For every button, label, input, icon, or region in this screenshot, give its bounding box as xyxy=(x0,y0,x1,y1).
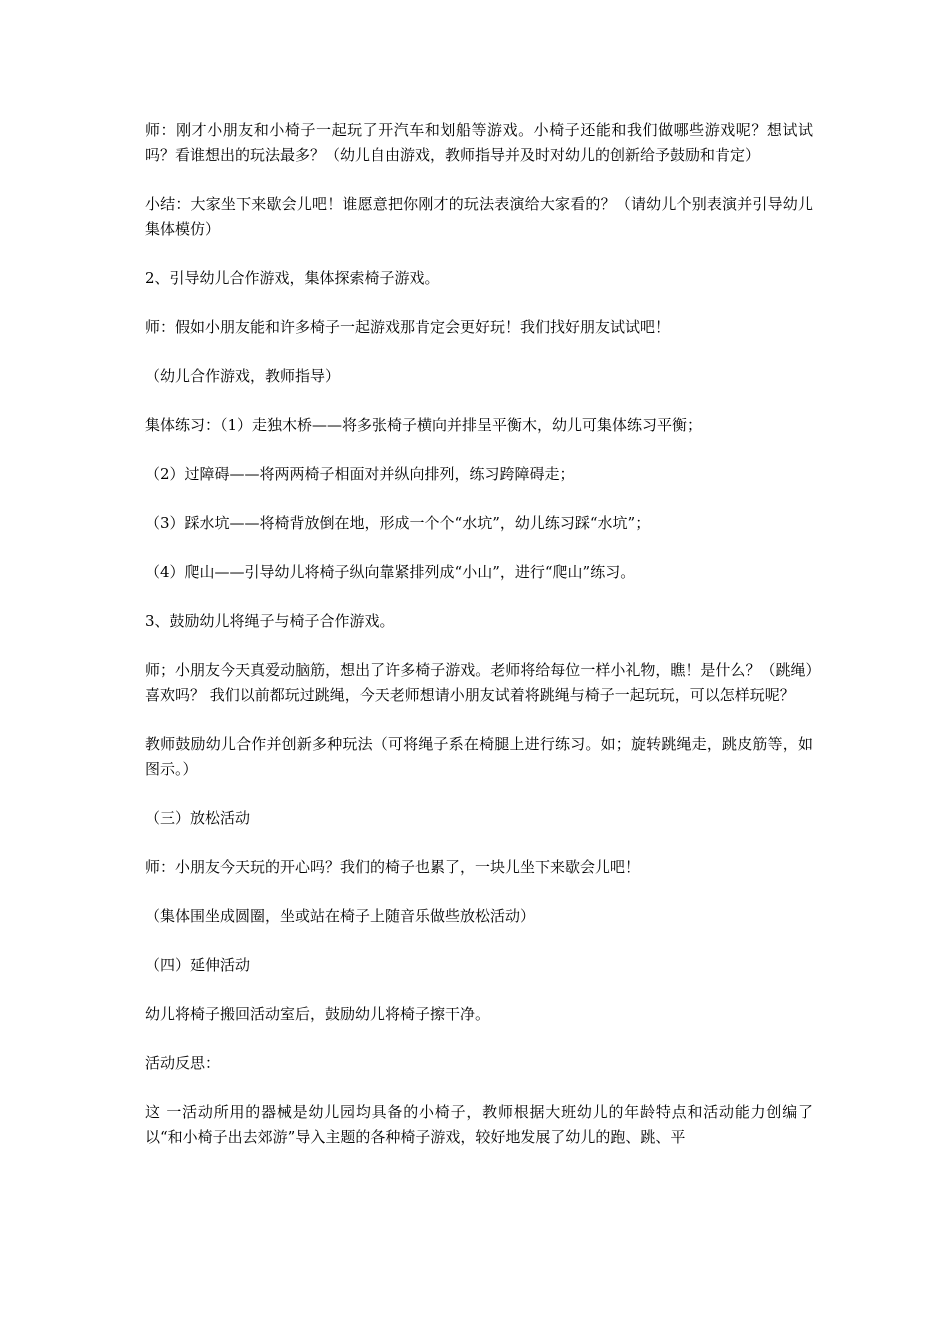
paragraph-reflection-body: 这 一活动所用的器械是幼儿园均具备的小椅子，教师根据大班幼儿的年龄特点和活动能力创编了以“和小椅子出去郊游”导入主题的各种椅子游戏，较好地发展了幼儿的跑、跳、平 xyxy=(145,1103,813,1146)
paragraph-jump-rope: 师；小朋友今天真爱动脑筋，想出了许多椅子游戏。老师将给每位一样小礼物，瞧！是什么？（跳绳）喜欢吗？ 我们以前都玩过跳绳，今天老师想请小朋友试着将跳绳与椅子一起玩玩，可以怎样玩呢？ xyxy=(145,661,813,704)
paragraph-teacher-question: 师：刚才小朋友和小椅子一起玩了开汽车和划船等游戏。小椅子还能和我们做哪些游戏呢？想试试吗？看谁想出的玩法最多？（幼儿自由游戏，教师指导并及时对幼儿的创新给予鼓励和肯定） xyxy=(145,121,813,164)
paragraph-extension-body: 幼儿将椅子搬回活动室后，鼓励幼儿将椅子擦干净。 xyxy=(145,1005,491,1023)
paragraph-relax-note: （集体围坐成圆圈，坐或站在椅子上随音乐做些放松活动） xyxy=(145,907,536,925)
paragraph-exercise-2: （2）过障碍——将两两椅子相面对并纵向排列，练习跨障碍走； xyxy=(145,465,575,483)
paragraph-section-2-heading: 2、引导幼儿合作游戏，集体探索椅子游戏。 xyxy=(145,269,440,287)
paragraph-section-3-heading: 3、鼓励幼儿将绳子与椅子合作游戏。 xyxy=(145,612,395,630)
paragraph-extension-heading: （四）延伸活动 xyxy=(145,956,251,974)
paragraph-relax-heading: （三）放松活动 xyxy=(145,809,251,827)
paragraph-summary: 小结：大家坐下来歇会儿吧！谁愿意把你刚才的玩法表演给大家看的？（请幼儿个别表演并引导幼儿集体模仿） xyxy=(145,195,813,238)
paragraph-exercise-1: 集体练习：（1）走独木桥——将多张椅子横向并排呈平衡木，幼儿可集体练习平衡； xyxy=(145,416,703,434)
paragraph-teacher-invite: 师：假如小朋友能和许多椅子一起游戏那肯定会更好玩！我们找好朋友试试吧！ xyxy=(145,318,671,336)
paragraph-cooperative-note: （幼儿合作游戏，教师指导） xyxy=(145,367,341,385)
paragraph-relax-teacher: 师：小朋友今天玩的开心吗？我们的椅子也累了，一块儿坐下来歇会儿吧！ xyxy=(145,858,641,876)
document-page xyxy=(145,118,813,1174)
paragraph-reflection-heading: 活动反思： xyxy=(145,1054,221,1072)
paragraph-encourage-play: 教师鼓励幼儿合作并创新多种玩法（可将绳子系在椅腿上进行练习。如；旋转跳绳走，跳皮筋等，如图示。） xyxy=(145,735,813,778)
paragraph-exercise-4: （4）爬山——引导幼儿将椅子纵向靠紧排列成“小山”，进行“爬山”练习。 xyxy=(145,563,636,581)
paragraph-exercise-3: （3）踩水坑——将椅背放倒在地，形成一个个“水坑”，幼儿练习踩“水坑”； xyxy=(145,514,651,532)
